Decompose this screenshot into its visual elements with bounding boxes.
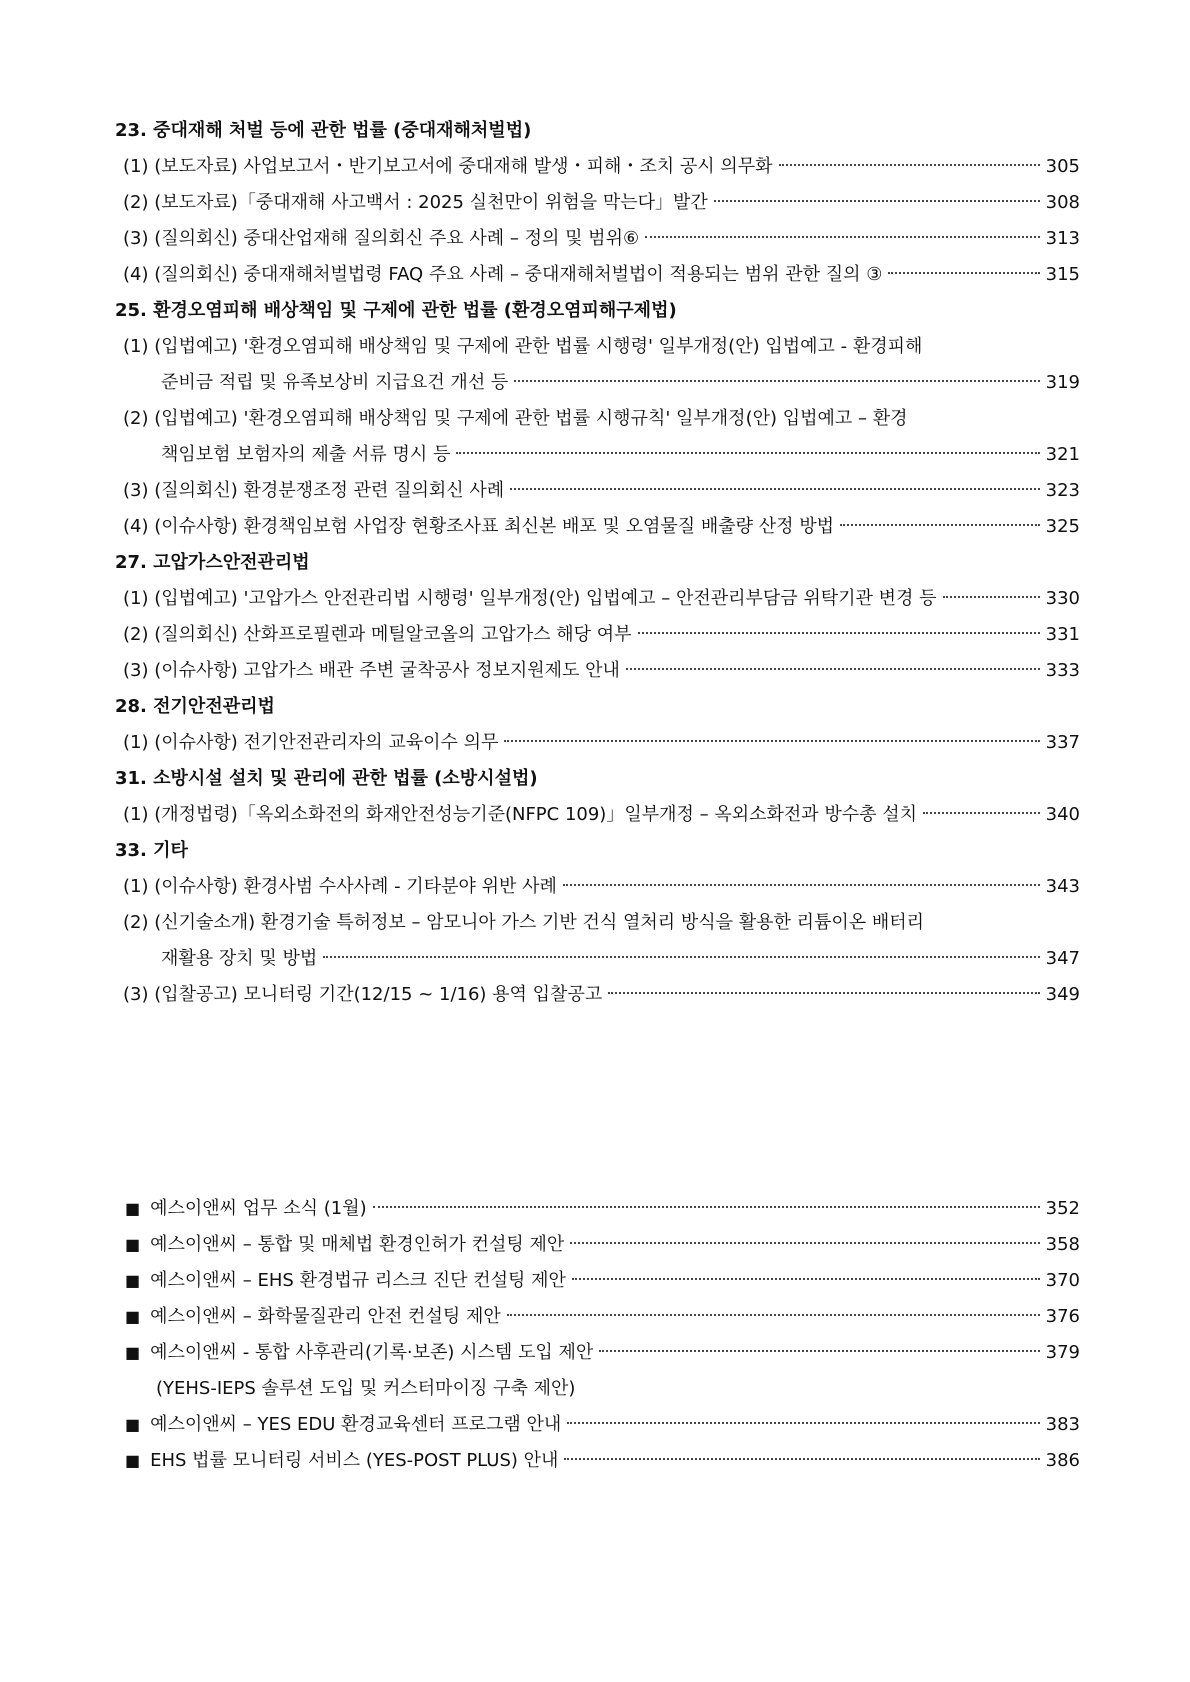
entry-title: (4) (질의회신) 중대재해처벌법령 FAQ 주요 사례 – 중대재해처벌법이 적용되는 범위 관한 질의 ③ — [123, 264, 883, 285]
entry-title: (3) (이슈사항) 고압가스 배관 주변 굴착공사 정보지원제도 안내 — [123, 660, 620, 681]
toc-entry-continuation — [115, 941, 1080, 977]
section-heading: 25. 환경오염피해 배상책임 및 구제에 관한 법률 (환경오염피해구제법) — [115, 300, 677, 321]
dot-leader — [840, 524, 1040, 526]
page-number: 315 — [1045, 264, 1080, 285]
entry-title-continued: 책임보험 보험자의 제출 서류 명시 등 — [161, 444, 451, 465]
page-number: 319 — [1045, 372, 1080, 393]
toc-entry — [115, 509, 1080, 545]
section-heading: 23. 중대재해 처벌 등에 관한 법률 (중대재해처벌법) — [115, 120, 532, 141]
toc-entry — [115, 653, 1080, 689]
toc-entry-line — [115, 257, 1080, 293]
toc-entry — [115, 329, 1080, 401]
toc-entry — [115, 905, 1080, 977]
bullet-entry — [115, 1407, 1080, 1443]
dot-leader — [714, 200, 1040, 202]
toc-entry — [115, 401, 1080, 473]
toc-entry-line — [115, 509, 1080, 545]
page-number: 330 — [1045, 588, 1080, 609]
toc-entry-line — [115, 149, 1080, 185]
toc-entry — [115, 221, 1080, 257]
bullet-entry-line — [125, 1191, 1080, 1227]
bullet-title-continued: (YEHS-IEPS 솔루션 도입 및 커스터마이징 구축 제안) — [156, 1378, 576, 1399]
bullet-entry — [115, 1227, 1080, 1263]
bullet-entry — [115, 1443, 1080, 1479]
page-number: 383 — [1045, 1414, 1080, 1435]
square-bullet-icon: ■ — [125, 1271, 141, 1290]
dot-leader — [645, 236, 1040, 238]
section-heading: 28. 전기안전관리법 — [115, 696, 275, 717]
entry-title-continued: 재활용 장치 및 방법 — [161, 948, 318, 969]
dot-leader — [567, 1422, 1039, 1424]
page-number: 370 — [1045, 1270, 1080, 1291]
dot-leader — [323, 956, 1039, 958]
square-bullet-icon: ■ — [125, 1235, 141, 1254]
page-number: 313 — [1045, 228, 1080, 249]
bullet-title: 예스이앤씨 업무 소식 (1월) — [150, 1198, 367, 1219]
entry-title: (1) (이슈사항) 전기안전관리자의 교육이수 의무 — [123, 732, 499, 753]
dot-leader — [779, 164, 1040, 166]
toc-entry-line — [115, 221, 1080, 257]
bullet-entry-line — [125, 1227, 1080, 1263]
toc-entry — [115, 185, 1080, 221]
bullet-entry — [115, 1263, 1080, 1299]
dot-leader — [373, 1206, 1040, 1208]
toc-entry — [115, 473, 1080, 509]
toc-entry — [115, 581, 1080, 617]
toc-entry-line — [115, 653, 1080, 689]
entry-title: (1) (보도자료) 사업보고서・반기보고서에 중대재해 발생・피해・조치 공시 의무화 — [123, 156, 773, 177]
section-heading: 31. 소방시설 설치 및 관리에 관한 법률 (소방시설법) — [115, 768, 538, 789]
bullet-entry-line — [125, 1443, 1080, 1479]
toc-entry-first-line — [115, 905, 1080, 941]
entry-title: (2) (질의회신) 산화프로필렌과 메틸알코올의 고압가스 해당 여부 — [123, 624, 632, 645]
dot-leader — [572, 1278, 1040, 1280]
toc-entry-line — [115, 977, 1080, 1013]
entry-title: (3) (질의회신) 환경분쟁조정 관련 질의회신 사례 — [123, 480, 505, 501]
dot-leader — [943, 596, 1040, 598]
square-bullet-icon: ■ — [125, 1307, 141, 1326]
toc-entry-continuation — [115, 437, 1080, 473]
square-bullet-icon: ■ — [125, 1415, 141, 1434]
page-number: 376 — [1045, 1306, 1080, 1327]
bullet-title: 예스이앤씨 – YES EDU 환경교육센터 프로그램 안내 — [150, 1414, 562, 1435]
section-spacer — [115, 1013, 1080, 1191]
entry-title: (2) (신기술소개) 환경기술 특허정보 – 암모니아 가스 기반 건식 열처리 방식을 활용한 리튬이온 배터리 — [123, 912, 925, 933]
dot-leader — [599, 1350, 1039, 1352]
toc-entry — [115, 869, 1080, 905]
dot-leader — [888, 272, 1039, 274]
toc-entry-line — [115, 617, 1080, 653]
dot-leader — [564, 1458, 1039, 1460]
page-number: 308 — [1045, 192, 1080, 213]
dot-leader — [570, 1242, 1039, 1244]
toc-entry — [115, 149, 1080, 185]
toc-entry-continuation — [115, 365, 1080, 401]
toc-entry — [115, 725, 1080, 761]
toc-entry-line — [115, 797, 1080, 833]
toc-entry — [115, 977, 1080, 1013]
toc-entry-line — [115, 725, 1080, 761]
toc-entry-first-line — [115, 329, 1080, 365]
page-number: 379 — [1045, 1342, 1080, 1363]
square-bullet-icon: ■ — [125, 1343, 141, 1362]
page-number: 337 — [1045, 732, 1080, 753]
entry-title: (3) (입찰공고) 모니터링 기간(12/15 ~ 1/16) 용역 입찰공고 — [123, 984, 603, 1005]
toc-entry-first-line — [115, 401, 1080, 437]
page-number: 352 — [1045, 1198, 1080, 1219]
bullet-entry-line — [125, 1407, 1080, 1443]
bullet-title: EHS 법률 모니터링 서비스 (YES-POST PLUS) 안내 — [150, 1450, 559, 1471]
toc-entry-line — [115, 473, 1080, 509]
bullet-entry — [115, 1191, 1080, 1227]
page-number: 343 — [1045, 876, 1080, 897]
bullet-title: 예스이앤씨 – EHS 환경법규 리스크 진단 컨설팅 제안 — [150, 1270, 566, 1291]
page-number: 347 — [1045, 948, 1080, 969]
page-number: 386 — [1045, 1450, 1080, 1471]
section-heading: 33. 기타 — [115, 840, 188, 861]
page-number: 325 — [1045, 516, 1080, 537]
page-number: 333 — [1045, 660, 1080, 681]
dot-leader — [638, 632, 1040, 634]
page-number: 358 — [1045, 1234, 1080, 1255]
section-heading: 27. 고압가스안전관리법 — [115, 552, 310, 573]
square-bullet-icon: ■ — [125, 1199, 141, 1218]
entry-title: (1) (이슈사항) 환경사범 수사사례 - 기타분야 위반 사례 — [123, 876, 557, 897]
dot-leader — [510, 488, 1040, 490]
toc-entry-line — [115, 581, 1080, 617]
entry-title: (4) (이슈사항) 환경책임보험 사업장 현황조사표 최신본 배포 및 오염물질 배출량 산정 방법 — [123, 516, 835, 537]
bullet-entry-line — [125, 1335, 1080, 1371]
toc-entry — [115, 797, 1080, 833]
table-of-contents — [115, 113, 1080, 1479]
dot-leader — [504, 740, 1039, 742]
dot-leader — [626, 668, 1040, 670]
toc-entry — [115, 617, 1080, 653]
toc-entry-line — [115, 869, 1080, 905]
bullet-title: 예스이앤씨 – 통합 및 매체법 환경인허가 컨설팅 제안 — [150, 1234, 565, 1255]
page-number: 305 — [1045, 156, 1080, 177]
bullet-entry-line — [125, 1299, 1080, 1335]
bullet-title: 예스이앤씨 – 화학물질관리 안전 컨설팅 제안 — [150, 1306, 501, 1327]
bullet-entry — [115, 1299, 1080, 1335]
page-number: 331 — [1045, 624, 1080, 645]
entry-title: (2) (보도자료)「중대재해 사고백서 : 2025 실천만이 위험을 막는다」발간 — [123, 192, 708, 213]
entry-title: (1) (개정법령)「옥외소화전의 화재안전성능기준(NFPC 109)」일부개정 – 옥외소화전과 방수총 설치 — [123, 804, 918, 825]
bullet-entry-line — [125, 1263, 1080, 1299]
dot-leader — [456, 452, 1039, 454]
bullet-entry — [115, 1335, 1080, 1407]
dot-leader — [507, 1314, 1040, 1316]
entry-title-continued: 준비금 적립 및 유족보상비 지급요건 개선 등 — [161, 372, 509, 393]
toc-entry-line — [115, 185, 1080, 221]
entry-title: (1) (입법예고) '환경오염피해 배상책임 및 구제에 관한 법률 시행령' 일부개정(안) 입법예고 - 환경피해 — [123, 336, 923, 357]
toc-entry — [115, 257, 1080, 293]
entry-title: (2) (입법예고) '환경오염피해 배상책임 및 구제에 관한 법률 시행규칙' 일부개정(안) 입법예고 – 환경 — [123, 408, 908, 429]
dot-leader — [563, 884, 1040, 886]
dot-leader — [923, 812, 1040, 814]
page-number: 321 — [1045, 444, 1080, 465]
page-number: 340 — [1045, 804, 1080, 825]
page-number: 323 — [1045, 480, 1080, 501]
dot-leader — [514, 380, 1039, 382]
entry-title: (1) (입법예고) '고압가스 안전관리법 시행령' 일부개정(안) 입법예고 – 안전관리부담금 위탁기관 변경 등 — [123, 588, 937, 609]
entry-title: (3) (질의회신) 중대산업재해 질의회신 주요 사례 – 정의 및 범위⑥ — [123, 228, 640, 249]
page-number: 349 — [1045, 984, 1080, 1005]
dot-leader — [608, 992, 1039, 994]
square-bullet-icon: ■ — [125, 1451, 141, 1470]
bullet-title: 예스이앤씨 - 통합 사후관리(기록·보존) 시스템 도입 제안 — [150, 1342, 594, 1363]
